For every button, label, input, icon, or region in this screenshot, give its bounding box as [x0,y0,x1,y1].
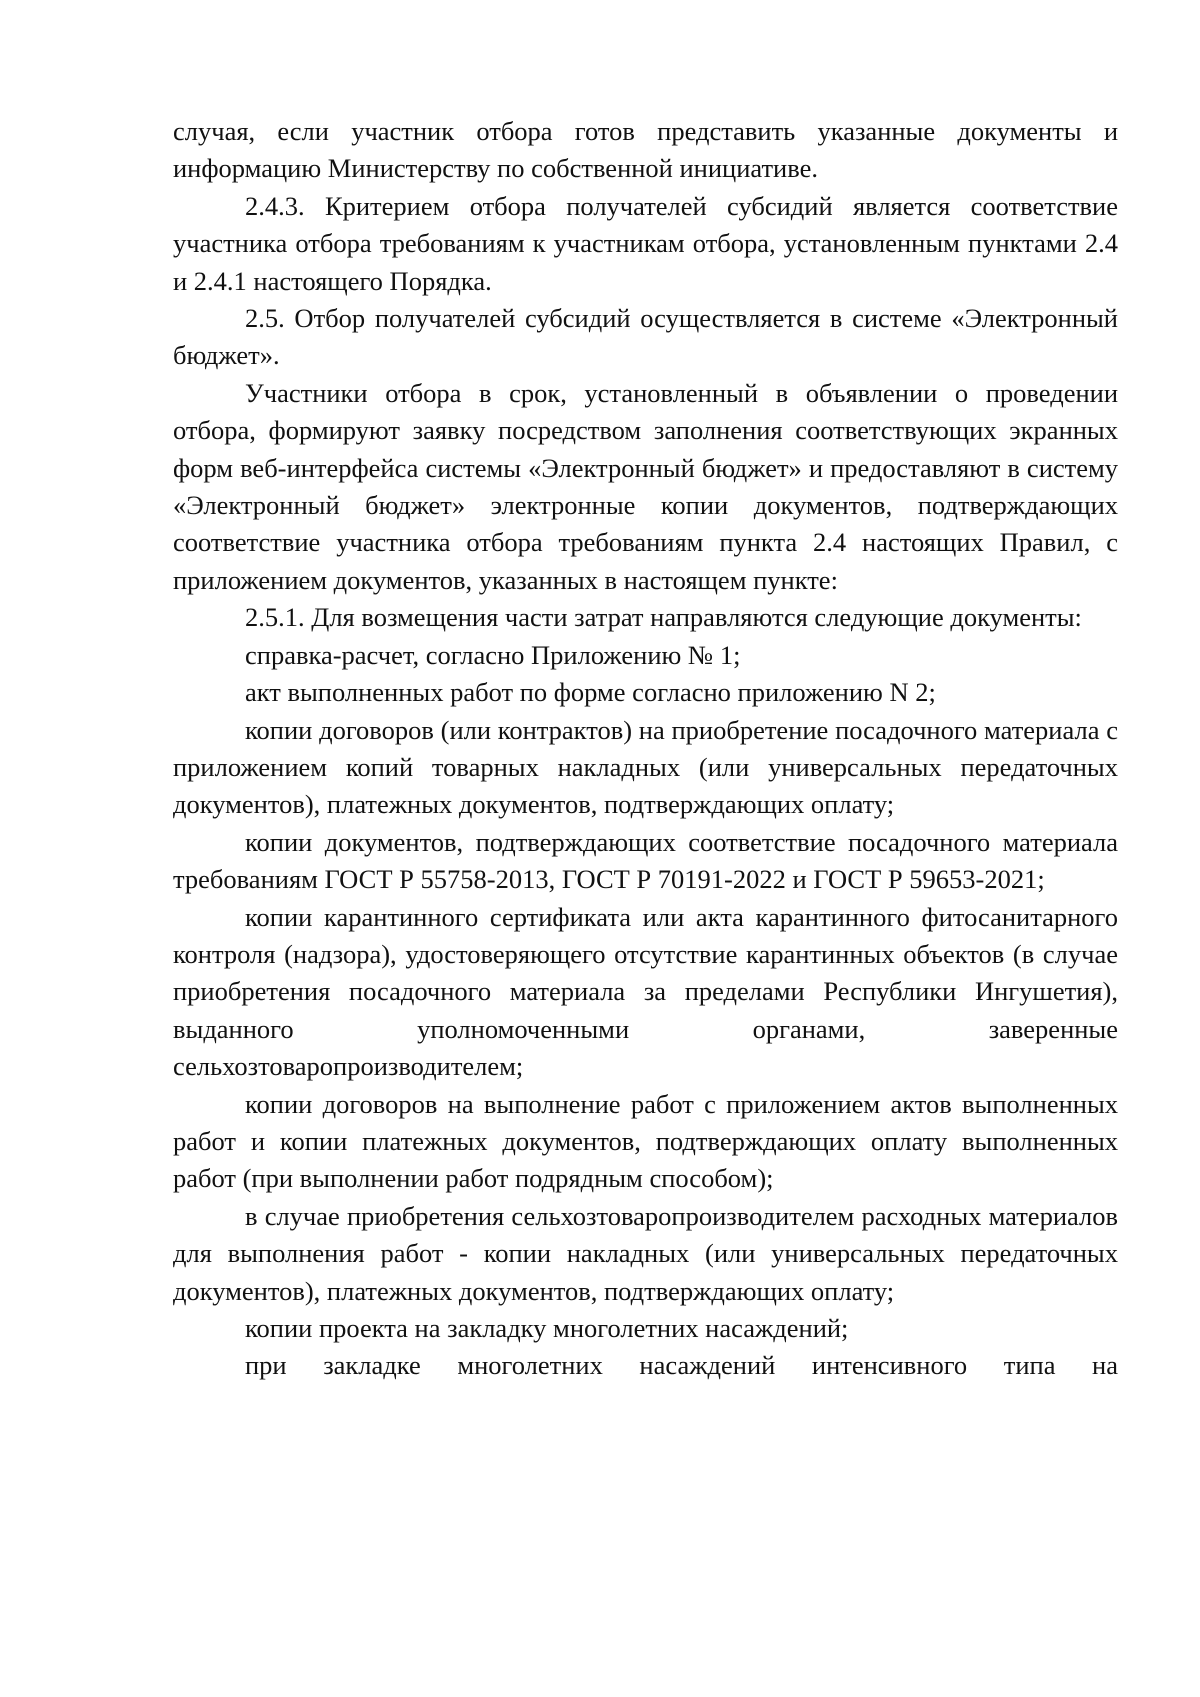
paragraph-continuation: случая, если участник отбора готов представить указанные документы и информацию Министерству по собственной инициативе. [173,116,1118,184]
list-item-work-act: акт выполненных работ по форме согласно приложению N 2; [245,677,936,708]
list-item-intensive-planting: при закладке многолетних насаждений интенсивного типа на [245,1350,1118,1381]
list-item-quarantine: копии карантинного сертификата или акта карантинного фитосанитарного контроля (надзора), удостоверяющего отсутствие карантинных объектов (в случае приобретения посадочного материала за пределами Республики Ингушетия), выданного уполномоченными органами, заверенные сельхозтоваропроизводителем; [173,901,1118,1082]
document-body [173,113,1118,1385]
paragraph-participants: Участники отбора в срок, установленный в объявлении о проведении отбора, формируют заявку посредством заполнения соответствующих экранных форм веб-интерфейса системы «Электронный бюджет» и предоставляют в систему «Электронный бюджет» электронные копии документов, подтверждающих соответствие участника отбора требованиям пункта 2.4 настоящих Правил, с приложением документов, указанных в настоящем пункте: [173,377,1118,595]
list-item-calculation: справка-расчет, согласно Приложению № 1; [245,639,741,670]
list-item-gost-compliance: копии документов, подтверждающих соответствие посадочного материала требованиям ГОСТ Р 55758-2013, ГОСТ Р 70191-2022 и ГОСТ Р 59653-2021; [173,826,1118,895]
list-item-contracts: копии договоров (или контрактов) на приобретение посадочного материала с приложением копий товарных накладных (или универсальных передаточных документов), платежных документов, подтверждающих оплату; [173,714,1118,820]
list-item-consumables: в случае приобретения сельхозтоваропроизводителем расходных материалов для выполнения работ - копии накладных (или универсальных передаточных документов), платежных документов, подтверждающих оплату; [173,1200,1118,1306]
paragraph-2-5: 2.5. Отбор получателей субсидий осуществляется в системе «Электронный бюджет». [173,303,1118,371]
paragraph-2-5-1: 2.5.1. Для возмещения части затрат направляются следующие документы: [245,602,1082,633]
list-item-work-contracts: копии договоров на выполнение работ с приложением актов выполненных работ и копии платежных документов, подтверждающих оплату выполненных работ (при выполнении работ подрядным способом); [173,1088,1118,1194]
paragraph-2-4-3: 2.4.3. Критерием отбора получателей субсидий является соответствие участника отбора требованиям к участникам отбора, установленным пунктами 2.4 и 2.4.1 настоящего Порядка. [173,190,1118,296]
list-item-project: копии проекта на закладку многолетних насаждений; [245,1313,849,1343]
